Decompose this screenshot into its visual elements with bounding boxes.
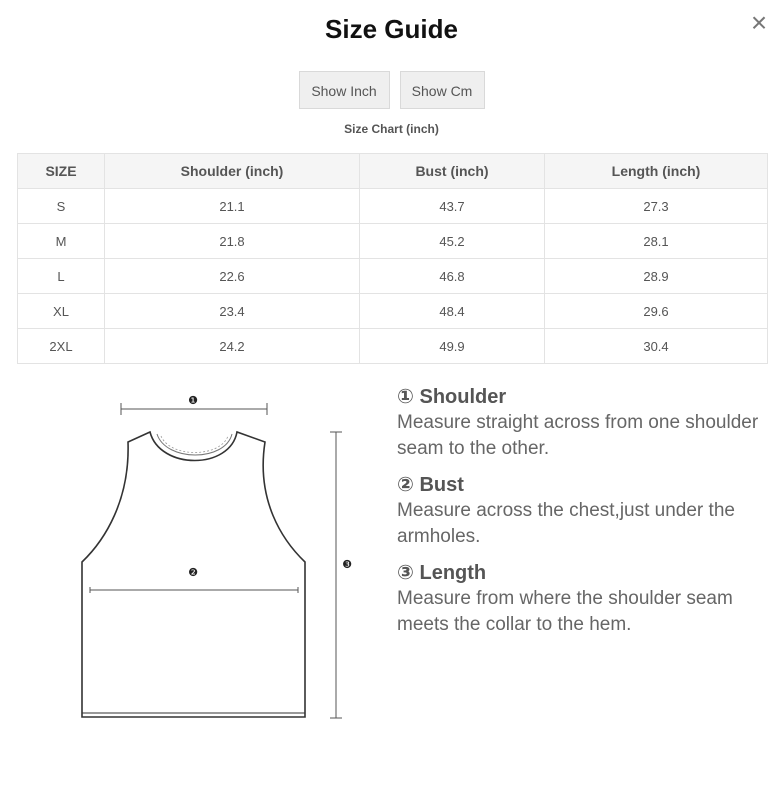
- size-chart-table: [17, 153, 768, 364]
- shoulder-cell: 22.6: [105, 259, 360, 294]
- show-cm-button[interactable]: Show Cm: [400, 71, 485, 109]
- bust-marker: ❷: [188, 566, 198, 579]
- table-header-row: [18, 154, 768, 189]
- guide-heading: ③ Length: [397, 562, 487, 584]
- bust-cell: 45.2: [360, 224, 545, 259]
- length-cell: 28.1: [545, 224, 768, 259]
- guide-heading: ① Shoulder: [397, 386, 507, 408]
- bust-cell: 43.7: [360, 189, 545, 224]
- shoulder-cell: 24.2: [105, 329, 360, 364]
- measurement-guide: [397, 384, 777, 648]
- length-marker: ❸: [342, 558, 352, 571]
- size-chart-caption: Size Chart (inch): [344, 122, 439, 136]
- guide-text: Measure straight across from one shoulder seam to the other.: [397, 412, 759, 459]
- bust-cell: 49.9: [360, 329, 545, 364]
- table-row: [18, 189, 768, 224]
- guide-item-length: [397, 560, 777, 638]
- size-cell: S: [18, 189, 105, 224]
- close-icon[interactable]: ×: [750, 7, 768, 38]
- column-header-bust: Bust (inch): [360, 154, 545, 189]
- size-cell: M: [18, 224, 105, 259]
- length-cell: 30.4: [545, 329, 768, 364]
- shoulder-marker: ❶: [188, 394, 198, 407]
- tank-top-diagram: [60, 380, 380, 730]
- tank-top-illustration: [60, 380, 380, 730]
- guide-item-bust: [397, 472, 777, 550]
- table-row: [18, 294, 768, 329]
- show-inch-button[interactable]: Show Inch: [299, 71, 390, 109]
- length-measure-line: [330, 432, 342, 718]
- length-cell: 29.6: [545, 294, 768, 329]
- guide-item-shoulder: [397, 384, 777, 462]
- table-row: [18, 224, 768, 259]
- column-header-shoulder: Shoulder (inch): [105, 154, 360, 189]
- bust-cell: 46.8: [360, 259, 545, 294]
- size-cell: 2XL: [18, 329, 105, 364]
- shoulder-cell: 21.1: [105, 189, 360, 224]
- guide-heading: ② Bust: [397, 474, 464, 496]
- guide-text: Measure across the chest,just under the armholes.: [397, 500, 735, 547]
- column-header-length: Length (inch): [545, 154, 768, 189]
- column-header-size: SIZE: [18, 154, 105, 189]
- unit-toggle: [0, 71, 783, 109]
- table-row: [18, 329, 768, 364]
- length-cell: 27.3: [545, 189, 768, 224]
- size-cell: XL: [18, 294, 105, 329]
- size-guide-title: Size Guide: [325, 14, 458, 44]
- bust-cell: 48.4: [360, 294, 545, 329]
- shoulder-cell: 21.8: [105, 224, 360, 259]
- collar-trim: [157, 434, 232, 455]
- size-cell: L: [18, 259, 105, 294]
- length-cell: 28.9: [545, 259, 768, 294]
- guide-text: Measure from where the shoulder seam meets the collar to the hem.: [397, 588, 733, 635]
- table-row: [18, 259, 768, 294]
- shoulder-cell: 23.4: [105, 294, 360, 329]
